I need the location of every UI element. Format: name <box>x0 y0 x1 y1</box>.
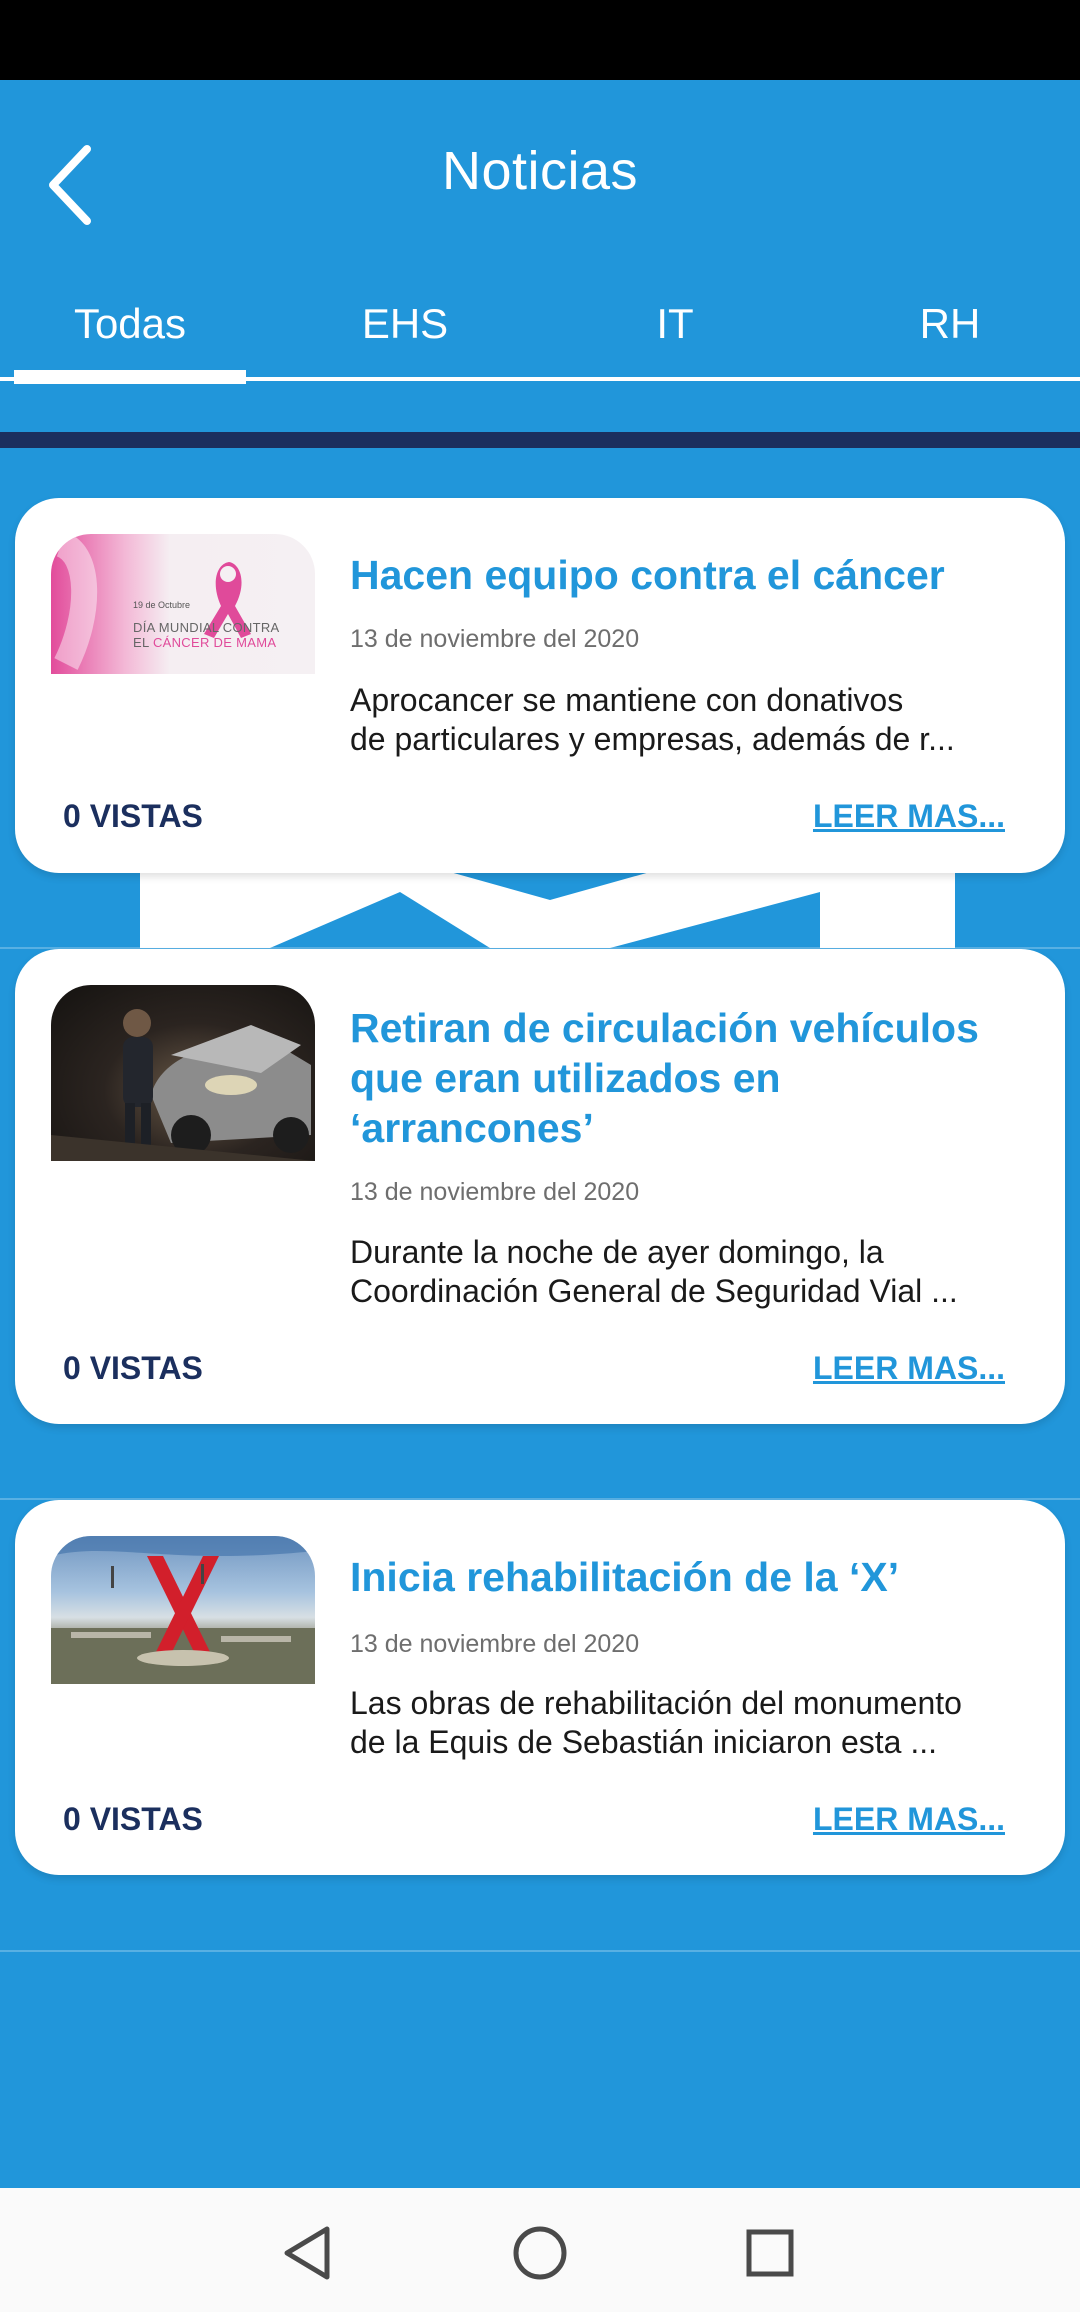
news-card[interactable] <box>15 1500 1065 1875</box>
active-tab-indicator <box>14 370 246 384</box>
tab-todas[interactable] <box>14 300 246 405</box>
tab-it[interactable] <box>565 300 785 405</box>
tab-ehs[interactable] <box>290 300 520 405</box>
thumb-line1: DÍA MUNDIAL CONTRA <box>133 620 280 635</box>
news-date: 13 de noviembre del 2020 <box>350 1630 640 1658</box>
news-excerpt <box>350 1233 1010 1311</box>
x-monument-photo <box>51 1536 315 1684</box>
header-divider <box>0 432 1080 448</box>
views-count: 0 VISTAS <box>63 1801 203 1837</box>
square-recents-icon <box>744 2227 796 2279</box>
news-card[interactable] <box>15 949 1065 1424</box>
excerpt-line: de la Equis de Sebastián iniciaron esta ... <box>350 1724 938 1760</box>
read-more-link[interactable]: LEER MAS... <box>812 1350 1005 1386</box>
tab-label: Todas <box>73 300 187 347</box>
nav-back-button[interactable] <box>272 2218 342 2288</box>
views-count: 0 VISTAS <box>63 798 203 834</box>
car-police-photo <box>51 985 315 1161</box>
excerpt-line: Aprocancer se mantiene con donativos <box>350 682 904 718</box>
background-logo-graphic <box>140 872 955 948</box>
news-excerpt <box>350 1684 1010 1762</box>
excerpt-line: de particulares y empresas, además de r... <box>350 721 955 757</box>
tab-label: EHS <box>361 300 449 347</box>
list-separator <box>0 1950 1080 1952</box>
news-title[interactable]: Inicia rehabilitación de la ‘X’ <box>350 1554 900 1600</box>
nav-home-button[interactable] <box>505 2218 575 2288</box>
thumb-line2-highlight: CÁNCER DE MAMA <box>152 635 277 650</box>
tab-rh[interactable] <box>835 300 1065 405</box>
news-date: 13 de noviembre del 2020 <box>350 1178 640 1206</box>
page-title: Noticias <box>441 141 639 201</box>
excerpt-line: Las obras de rehabilitación del monumento <box>350 1685 962 1721</box>
news-title[interactable] <box>350 1003 1030 1153</box>
news-card[interactable] <box>15 498 1065 873</box>
thumb-line2 <box>133 635 276 650</box>
news-thumbnail[interactable] <box>51 1536 315 1684</box>
news-title[interactable]: Hacen equipo contra el cáncer <box>350 552 945 598</box>
read-more-link[interactable]: LEER MAS... <box>812 1801 1005 1837</box>
news-date: 13 de noviembre del 2020 <box>350 625 640 653</box>
excerpt-line: Coordinación General de Seguridad Vial ... <box>350 1273 958 1309</box>
views-count: 0 VISTAS <box>63 1350 203 1386</box>
circle-home-icon <box>512 2225 568 2281</box>
triangle-back-icon <box>281 2225 333 2281</box>
news-excerpt <box>350 681 1010 759</box>
thumb-line2-prefix: EL <box>133 635 153 650</box>
thumb-small-text: 19 de Octubre <box>133 600 191 610</box>
title-line: que eran utilizados en <box>350 1055 781 1101</box>
read-more-link[interactable]: LEER MAS... <box>812 798 1005 834</box>
category-tabs <box>0 220 1080 385</box>
title-line: Retiran de circulación vehículos <box>350 1005 979 1051</box>
system-nav-bar <box>0 2188 1080 2312</box>
tab-label: RH <box>919 300 981 347</box>
nav-recents-button[interactable] <box>735 2218 805 2288</box>
news-thumbnail[interactable] <box>51 534 315 674</box>
tab-label: IT <box>656 300 694 347</box>
excerpt-line: Durante la noche de ayer domingo, la <box>350 1234 884 1270</box>
title-line: ‘arrancones’ <box>350 1105 594 1151</box>
status-bar <box>0 0 1080 80</box>
news-thumbnail[interactable] <box>51 985 315 1161</box>
